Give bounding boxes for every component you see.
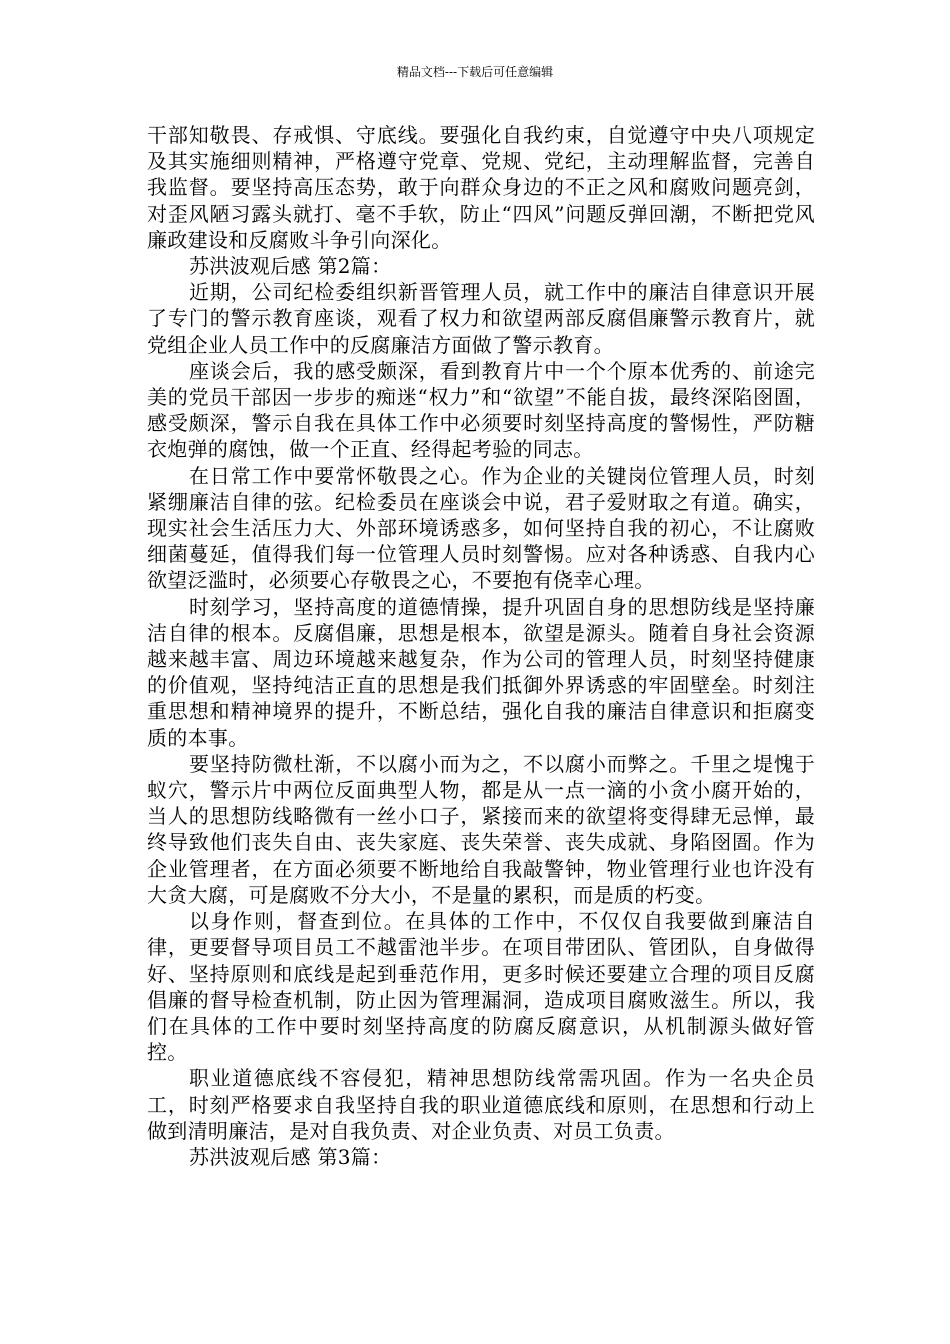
paragraph: 以身作则，督查到位。在具体的工作中，不仅仅自我要做到廉洁自律，更要督导项目员工不越雷池半步。在项目带团队、管团队，自身做得好、坚持原则和底线是起到垂范作用，更多时候还要建立合理的项目反腐倡廉的督导检查机制，防止因为管理漏洞，造成项目腐败滋生。所以，我们在具体的工作中要时刻坚持高度的防腐反腐意识，从机制源头做好管控。 [147,909,815,1065]
document-body [147,122,815,1170]
section-heading-part-3: 苏洪波观后感 第3篇： [189,1144,392,1169]
paragraph: 在日常工作中要常怀敬畏之心。作为企业的关键岗位管理人员，时刻紧绷廉洁自律的弦。纪检委员在座谈会中说，君子爱财取之有道。确实，现实社会生活压力大、外部环境诱惑多，如何坚持自我的初心，不让腐败细菌蔓延，值得我们每一位管理人员时刻警惕。应对各种诱惑、自我内心欲望泛滥时，必须要心存敬畏之心，不要抱有侥幸心理。 [147,463,815,593]
paragraph-continuation: 干部知敬畏、存戒惧、守底线。要强化自我约束，自觉遵守中央八项规定及其实施细则精神，严格遵守党章、党规、党纪，主动理解监督，完善自我监督。要坚持高压态势，敢于向群众身边的不正之风和腐败问题亮剑，对歪风陋习露头就打、毫不手软，防止“四风”问题反弹回潮，不断把党风廉政建设和反腐败斗争引向深化。 [147,123,815,252]
paragraph: 座谈会后，我的感受颇深，看到教育片中一个个原本优秀的、前途完美的党员干部因一步步的痴迷“权力”和“欲望”不能自拔，最终深陷囹圄，感受颇深，警示自我在具体工作中必须要时刻坚持高度的警惕性，严防糖衣炮弹的腐蚀，做一个正直、经得起考验的同志。 [147,358,815,462]
paragraph: 近期，公司纪检委组织新晋管理人员，就工作中的廉洁自律意识开展了专门的警示教育座谈，观看了权力和欲望两部反腐倡廉警示教育片，就党组企业人员工作中的反腐廉洁方面做了警示教育。 [147,280,815,357]
paragraph: 职业道德底线不容侵犯，精神思想防线常需巩固。作为一名央企员工，时刻严格要求自我坚持自我的职业道德底线和原则，在思想和行动上做到清明廉洁，是对自我负责、对企业负责、对员工负责。 [147,1066,815,1143]
paragraph: 要坚持防微杜渐，不以腐小而为之，不以腐小而弊之。千里之堤愧于蚁穴，警示片中两位反面典型人物，都是从一点一滴的小贪小腐开始的，当人的思想防线略微有一丝小口子，紧接而来的欲望将变得肆无忌惮，最终导致他们丧失自由、丧失家庭、丧失荣誉、丧失成就、身陷囹圄。作为企业管理者，在方面必须要不断地给自我敲警钟，物业管理行业也许没有大贪大腐，可是腐败不分大小，不是量的累积，而是质的朽变。 [147,751,815,907]
section-heading-part-2: 苏洪波观后感 第2篇： [189,254,392,279]
paragraph: 时刻学习，坚持高度的道德情操，提升巩固自身的思想防线是坚持廉洁自律的根本。反腐倡廉，思想是根本，欲望是源头。随着自身社会资源越来越丰富、周边环境越来越复杂，作为公司的管理人员，时刻坚持健康的价值观，坚持纯洁正直的思想是我们抵御外界诱惑的牢固壁垒。时刻注重思想和精神境界的提升，不断总结，强化自我的廉洁自律意识和拒腐变质的本事。 [147,594,815,750]
page-header: 精品文档---下载后可任意编辑 [396,65,554,79]
